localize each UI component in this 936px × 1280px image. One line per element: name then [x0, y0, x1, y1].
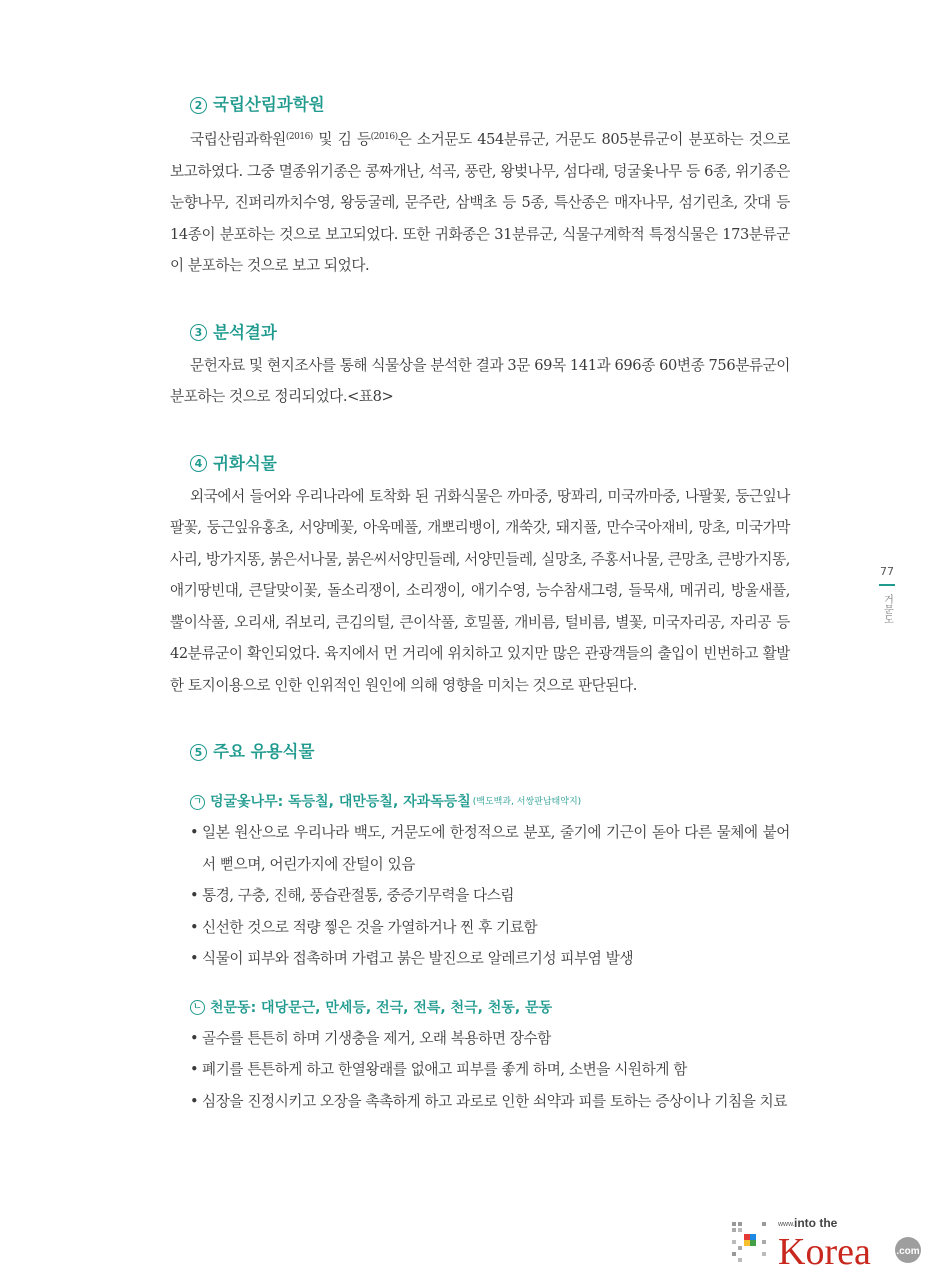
- list-item: • 심장을 진정시키고 오장을 촉촉하게 하고 과로로 인한 쇠약과 피를 토하는 증상이나 기침을 치료: [190, 1086, 790, 1118]
- list-item: • 통경, 구충, 진해, 풍습관절통, 중증기무력을 다스림: [190, 880, 790, 912]
- section-paragraph: [170, 122, 790, 282]
- margin-divider: [879, 584, 895, 586]
- section-naturalized: [170, 447, 790, 702]
- side-title: 거문도: [881, 594, 893, 624]
- intothekorea-logo: [728, 1214, 924, 1272]
- section-number: 2: [190, 97, 207, 114]
- subsection-mark: ㄱ: [190, 795, 205, 810]
- side-margin: [877, 565, 897, 624]
- subsection-title: 덩굴옻나무: 독등칠, 대만등칠, 자과독등칠: [210, 794, 471, 810]
- list-item: • 식물이 피부와 접촉하며 가렵고 붉은 발진으로 알레르기성 피부염 발생: [190, 943, 790, 975]
- logo-www: www.: [778, 1221, 795, 1228]
- section-title: 국립산림과학원: [213, 95, 325, 114]
- section-paragraph: 문헌자료 및 현지조사를 통해 식물상을 분석한 결과 3문 69목 141과 696종 60변종 756분류군이 분포하는 것으로 정리되었다.<표8>: [170, 356, 790, 405]
- section-heading: [170, 447, 790, 481]
- section-paragraph: 외국에서 들어와 우리나라에 토착화 된 귀화식물은 까마중, 땅꽈리, 미국까마중, 나팔꽃, 둥근잎나팔꽃, 둥근잎유홍초, 서양메꽃, 아욱메풀, 개뽀리뱅이, 개쑥갓, 돼지풀, 만수국아재비, 망초, 미국가막사리, 방가지똥, 붉은서나물, 붉은씨서양민들레, 서양민들레, 실망초, 주홍서나물, 큰망초, 큰방가지똥, 애기땅빈대, 큰달맞이꽃, 돌소리쟁이, 소리쟁이, 애기수영, 능수참새그령, 들묵새, 메귀리, 방울새풀, 뿔이삭풀, 오리새, 쥐보리, 큰김의털, 큰이삭풀, 호밀풀, 개비름, 털비름, 별꽃, 미국자리공, 자리공 등 42분류군이 확인되었다. 육지에서 먼 거리에 위치하고 있지만 많은 관광객들의 출입이 빈번하고 활발한 토지이용으로 인한 인위적인 원인에 의해 영향을 미치는 것으로 판단된다.: [170, 487, 790, 694]
- subsection-heading: [170, 787, 790, 817]
- subsection-heading: [170, 993, 790, 1023]
- subsection-title: 천문동: 대당문근, 만세등, 전극, 전륵, 천극, 천동, 문동: [210, 999, 553, 1016]
- text-segment: 및 김 등: [312, 131, 371, 148]
- page-number: 77: [880, 565, 894, 578]
- logo-suffix: .com: [896, 1246, 920, 1257]
- section-heading: [170, 735, 790, 769]
- section-analysis: [170, 316, 790, 413]
- section-institute: [170, 88, 790, 282]
- section-number: 3: [190, 324, 207, 341]
- text-segment: 국립산림과학원: [190, 131, 286, 148]
- section-title: 주요 유용식물: [213, 742, 315, 761]
- citation-year: (2016): [285, 132, 313, 142]
- list-item: • 골수를 튼튼히 하며 기생충을 제거, 오래 복용하면 장수함: [190, 1023, 790, 1055]
- logo-grid-icon: [732, 1222, 766, 1262]
- section-title: 분석결과: [213, 322, 277, 342]
- section-useful-plants: [170, 735, 790, 1117]
- main-content: [170, 88, 790, 1151]
- bullet-list: [170, 1023, 790, 1118]
- logo-wordmark: Korea: [778, 1231, 871, 1272]
- citation-year: (2016): [370, 132, 398, 142]
- subsection-mark: ㄴ: [190, 1000, 205, 1015]
- section-heading: [170, 316, 790, 350]
- logo-tagline: into the: [794, 1216, 838, 1230]
- text-segment: 은 소거문도 454분류군, 거문도 805분류군이 분포하는 것으로 보고하였다. 그중 멸종위기종은 콩짜개난, 석곡, 풍란, 왕벚나무, 섬다래, 덩굴옻나무 등 6종, 위기종은 눈향나무, 진퍼리까치수영, 왕둥굴레, 문주란, 삼백초 등 5종, 특산종은 매자나무, 섬기린초, 갓대 등 14종이 분포하는 것으로 보고되었다. 또한 귀화종은 31분류군, 식물구계학적 특정식물은 173분류군이 분포하는 것으로 보고 되었다.: [170, 131, 790, 274]
- list-item: • 폐기를 튼튼하게 하고 한열왕래를 없애고 피부를 좋게 하며, 소변을 시원하게 함: [190, 1054, 790, 1086]
- section-number: 5: [190, 744, 207, 761]
- bullet-list: [170, 817, 790, 975]
- list-item: • 일본 원산으로 우리나라 백도, 거문도에 한정적으로 분포, 줄기에 기근이 돋아 다른 물체에 붙어서 뻗으며, 어린가지에 잔털이 있음: [190, 817, 790, 880]
- subsection-source-note: (백도백과, 서쌍판납태약지): [472, 797, 582, 807]
- list-item: • 신선한 것으로 적량 찧은 것을 가열하거나 찐 후 기료함: [190, 912, 790, 944]
- section-title: 귀화식물: [213, 453, 277, 473]
- section-heading: [170, 88, 790, 122]
- section-number: 4: [190, 455, 207, 472]
